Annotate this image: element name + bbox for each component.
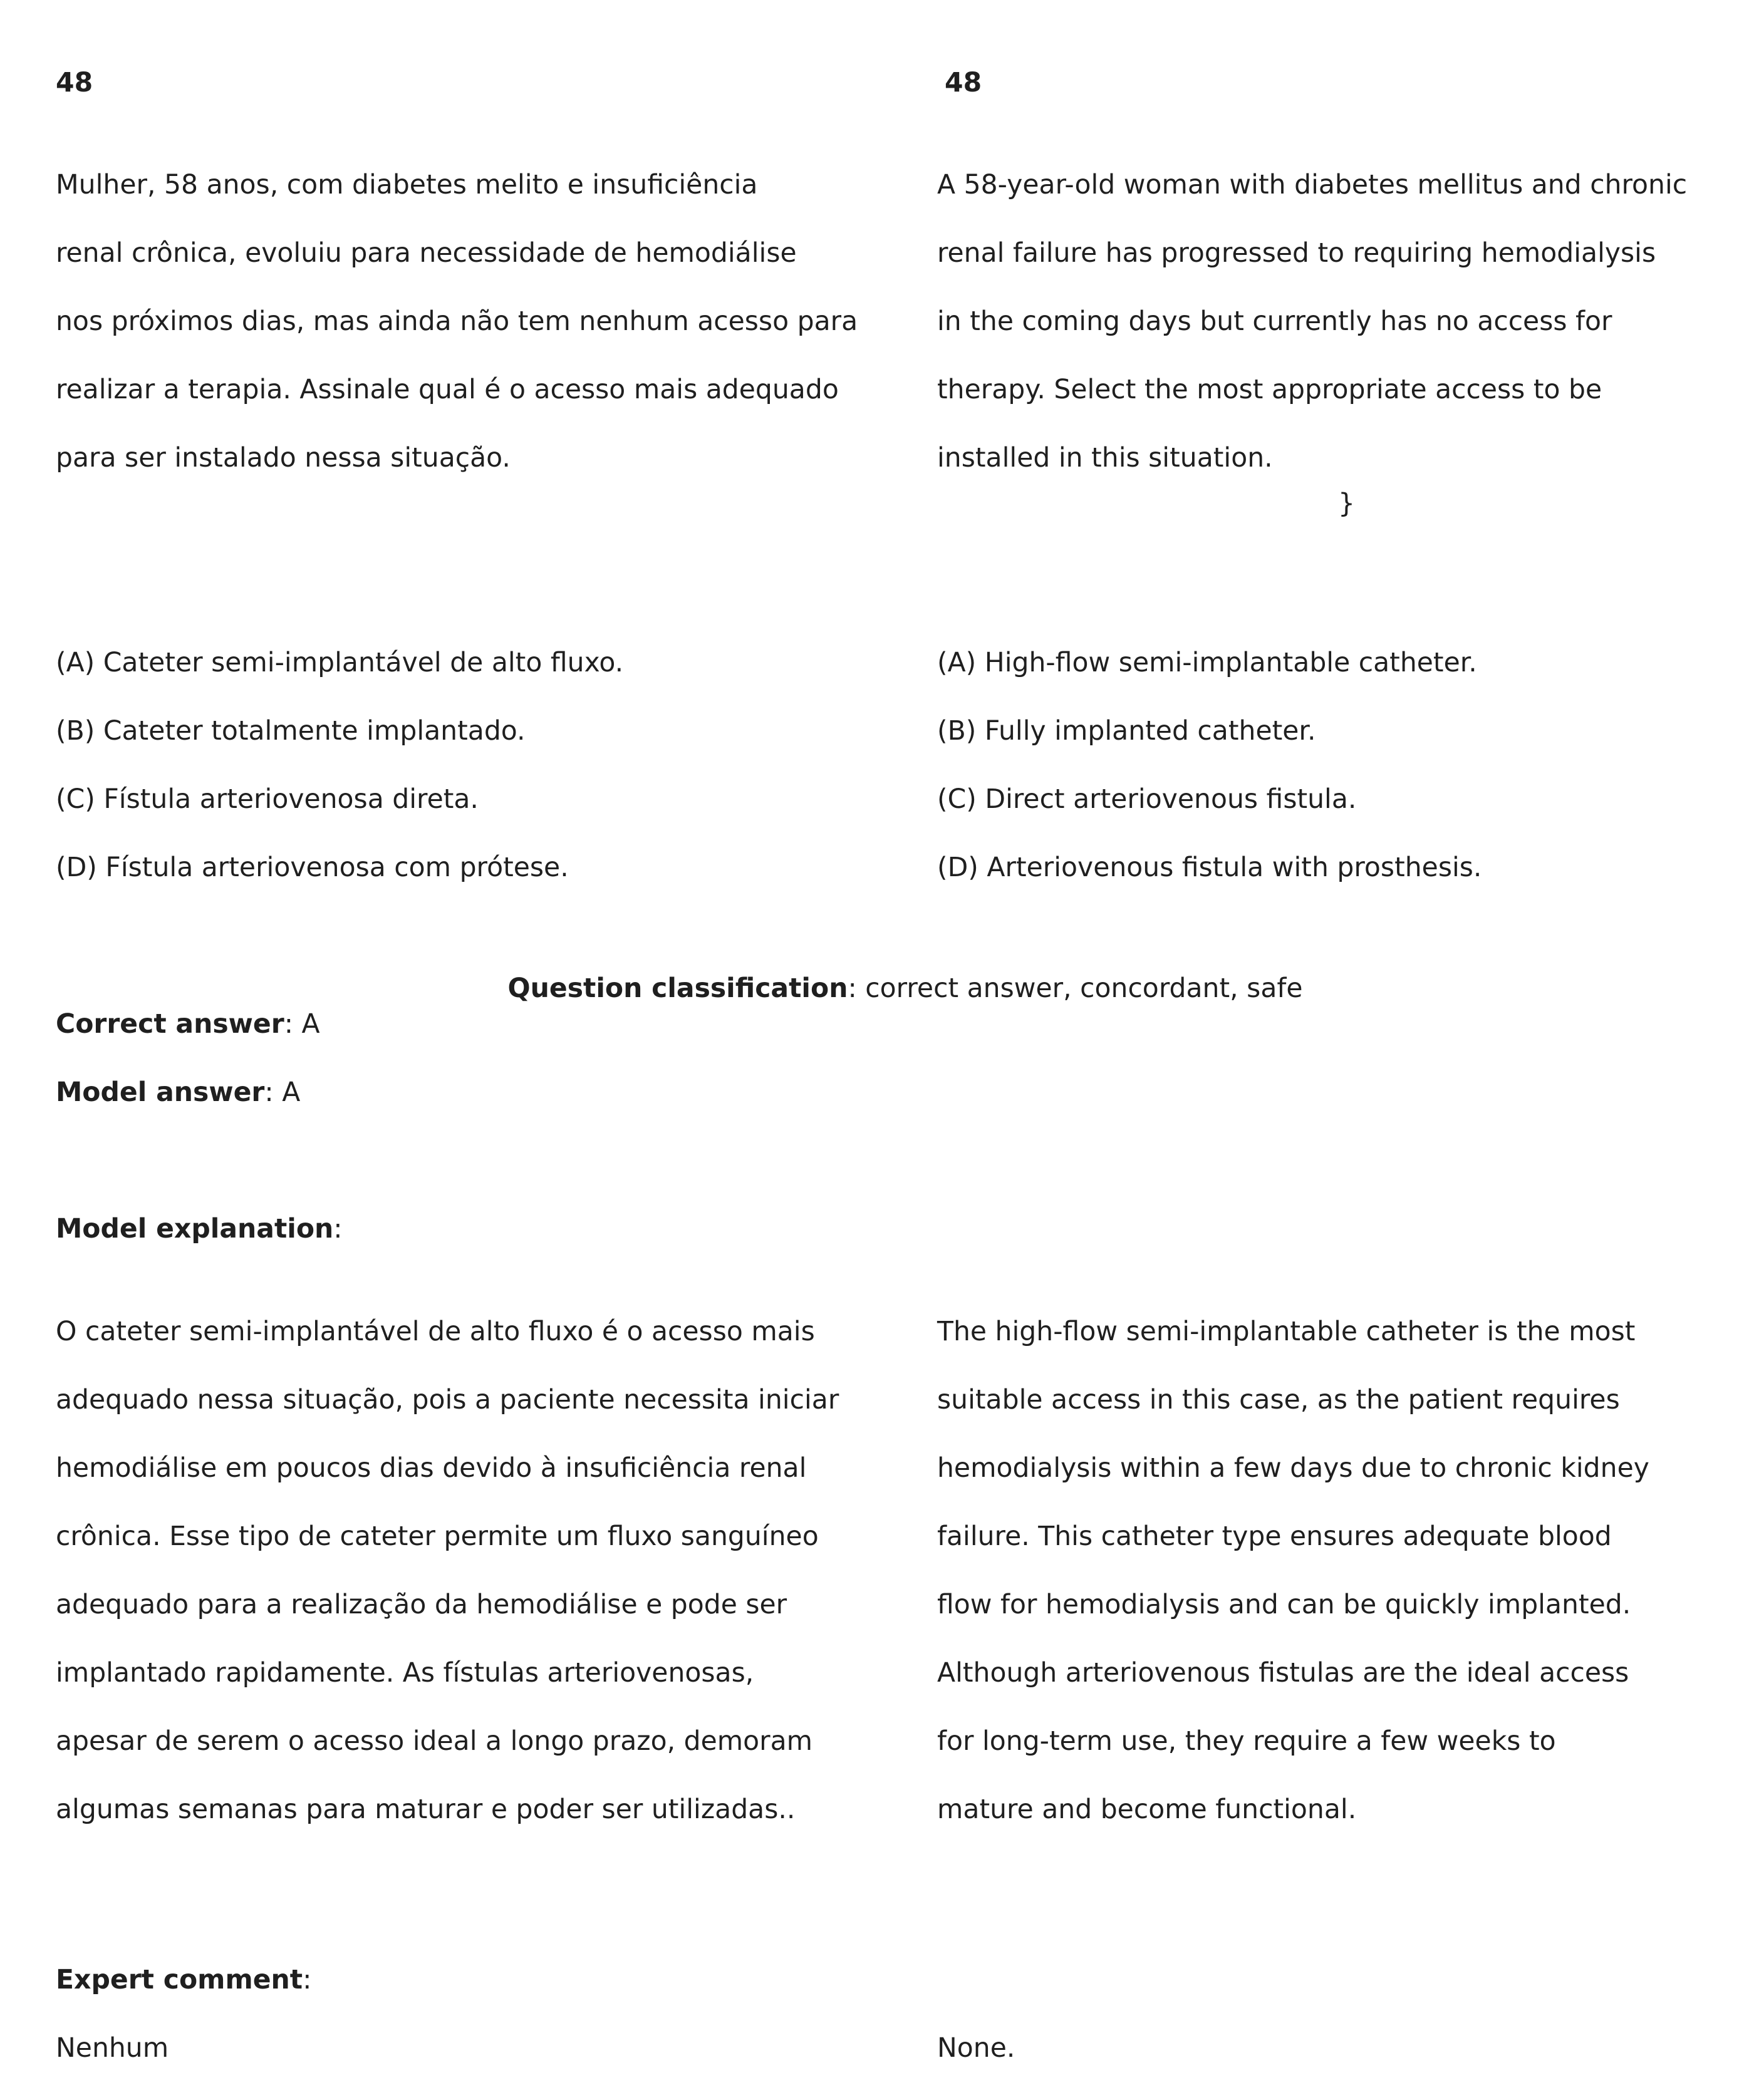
stem-line: renal crônica, evoluiu para necessidade de hemodiálise (56, 238, 797, 269)
correct-answer (56, 1008, 920, 1042)
classification-label: Question classification (507, 973, 848, 1004)
option-a: (A) Cateter semi-implantável de alto fluxo. (56, 648, 624, 678)
explanation-line: implantado rapidamente. As fístulas arteriovenosas, (56, 1657, 754, 1689)
answer-options-en (937, 613, 1745, 920)
stem-line-en: therapy. Select the most appropriate access to be (937, 375, 1602, 405)
model-explanation-text (56, 1281, 920, 1861)
question-number-en: 48 (945, 67, 982, 98)
stem-line: nos próximos dias, mas ainda não tem nenhum acesso para (56, 306, 858, 337)
stem-line: realizar a terapia. Assinale qual é o acesso mais adequado (56, 375, 839, 405)
explanation-line-en: failure. This catheter type ensures adequate blood (937, 1521, 1612, 1552)
stem-line: Mulher, 58 anos, com diabetes melito e insuficiência (56, 170, 758, 200)
question-number: 48 (56, 67, 93, 98)
expert-comment-heading (56, 1963, 920, 1998)
explanation-line: algumas semanas para maturar e poder ser utilizadas.. (56, 1794, 796, 1825)
explanation-line-en: hemodialysis within a few days due to chronic kidney (937, 1452, 1649, 1484)
option-b: (B) Cateter totalmente implantado. (56, 716, 526, 747)
explanation-line-en: flow for hemodialysis and can be quickly implanted. (937, 1589, 1631, 1620)
question-classification (0, 972, 1754, 1006)
expert-comment-text: Nenhum (56, 2033, 169, 2064)
option-c-en: (C) Direct arteriovenous fistula. (937, 784, 1357, 815)
english-column (937, 32, 1745, 2100)
explanation-line: crônica. Esse tipo de cateter permite um fluxo sanguíneo (56, 1521, 819, 1552)
explanation-line: O cateter semi-implantável de alto fluxo é o acesso mais (56, 1316, 815, 1347)
expert-comment-label: Expert comment (56, 1965, 303, 1995)
explanation-line: apesar de serem o acesso ideal a longo prazo, demoram (56, 1725, 813, 1757)
explanation-line-en: for long-term use, they require a few weeks to (937, 1725, 1556, 1757)
explanation-line: adequado nessa situação, pois a paciente necessita iniciar (56, 1384, 839, 1415)
explanation-line: hemodiálise em poucos dias devido à insuficiência renal (56, 1452, 807, 1484)
option-a-en: (A) High-flow semi-implantable catheter. (937, 648, 1477, 678)
model-answer-label: Model answer (56, 1077, 265, 1108)
option-b-en: (B) Fully implanted catheter. (937, 716, 1316, 747)
model-answer-value: : A (264, 1077, 301, 1108)
explanation-line-en: Although arteriovenous fistulas are the ideal access (937, 1657, 1629, 1689)
option-d-en: (D) Arteriovenous fistula with prosthesis. (937, 852, 1482, 883)
option-d: (D) Fístula arteriovenosa com prótese. (56, 852, 569, 883)
model-explanation-text-en (937, 1281, 1745, 1861)
model-explanation-colon: : (333, 1214, 343, 1244)
stem-line: para ser instalado nessa situação. (56, 443, 511, 473)
option-c: (C) Fístula arteriovenosa direta. (56, 784, 479, 815)
stem-line-en: in the coming days but currently has no access for (937, 306, 1612, 337)
correct-answer-label: Correct answer (56, 1009, 284, 1040)
explanation-line-en: The high-flow semi-implantable catheter is the most (937, 1316, 1636, 1347)
explanation-line-en: suitable access in this case, as the patient requires (937, 1384, 1620, 1415)
expert-comment-colon: : (303, 1965, 312, 1995)
portuguese-column (56, 32, 920, 2100)
answer-options (56, 613, 920, 920)
question-stem-en (937, 135, 1745, 510)
stem-line-en: installed in this situation. (937, 443, 1273, 473)
model-explanation-heading (56, 1213, 920, 1247)
stem-line-en: A 58-year-old woman with diabetes mellitus and chronic (937, 170, 1688, 200)
expert-comment-text-en: None. (937, 2033, 1015, 2064)
stray-brace: } (1338, 489, 1356, 519)
explanation-line: adequado para a realização da hemodiálise e pode ser (56, 1589, 787, 1620)
model-explanation-label: Model explanation (56, 1214, 334, 1244)
explanation-line-en: mature and become functional. (937, 1794, 1357, 1825)
model-answer (56, 1076, 920, 1110)
question-stem (56, 135, 920, 510)
stem-line-en: renal failure has progressed to requiring hemodialysis (937, 238, 1656, 269)
classification-value: : correct answer, concordant, safe (848, 973, 1303, 1004)
correct-answer-value: : A (284, 1009, 320, 1040)
